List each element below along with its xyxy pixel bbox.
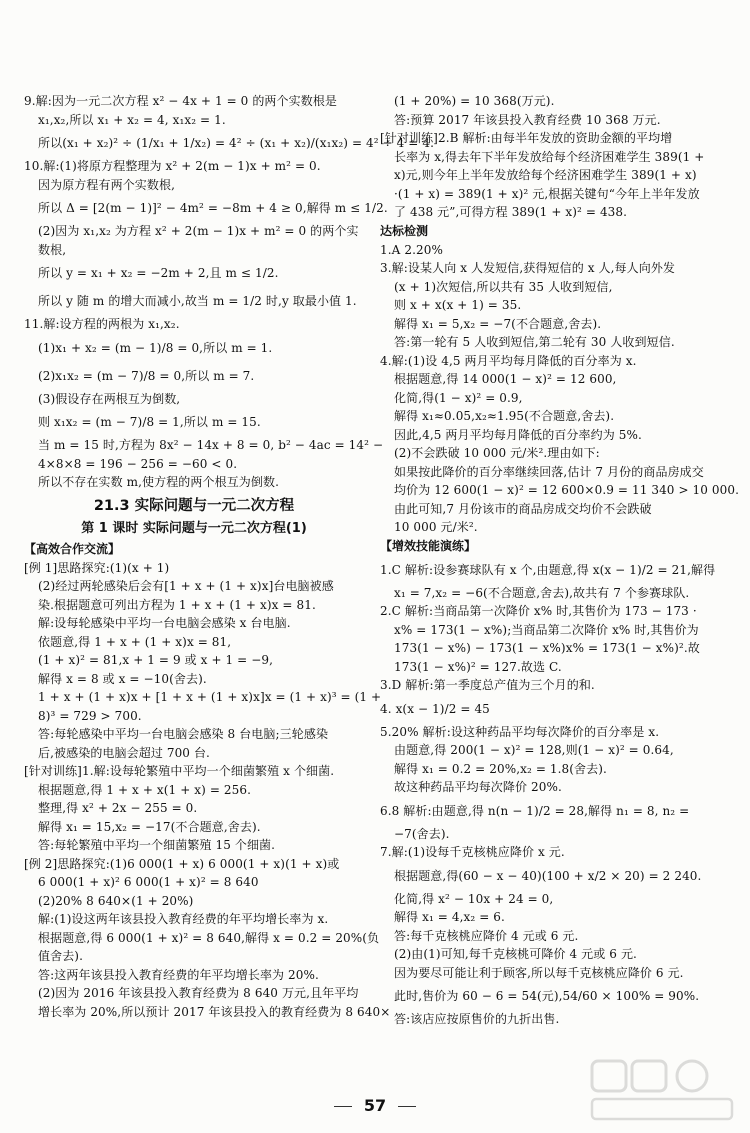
text-line: 所以 Δ = [2(m − 1)]² − 4m² = −8m + 4 ≥ 0,解得 m ≤ 1/2. [38, 201, 388, 215]
text-line: 后,被感染的电脑会超过 700 台. [38, 745, 210, 760]
text-line: 因为原方程有两个实数根, [38, 177, 176, 192]
text-line: 4.解:(1)设 4,5 两月平均每月降低的百分率为 x. [380, 353, 637, 368]
section-heading: 【高效合作交流】 [24, 541, 121, 556]
text-line: 3.解:设某人向 x 人发短信,获得短信的 x 人,每人向外发 [380, 261, 676, 275]
page-number: 57 [363, 1096, 387, 1115]
text-line: (3)假设存在两根互为倒数, [38, 391, 181, 406]
text-line: [例 1]思路探究:(1)(x + 1) [24, 560, 170, 575]
text-line: 答:每轮繁殖中平均一个细菌繁殖 15 个细菌. [38, 838, 276, 852]
section-heading: 第 1 课时 实际问题与一元二次方程(1) [81, 520, 307, 536]
text-line: (1 + 20%) = 10 368(万元). [394, 94, 555, 108]
text-line: 长率为 x,得去年下半年发放给每个经济困难学生 389(1 + [394, 149, 705, 164]
text-line: 6 000(1 + x)² 6 000(1 + x)² = 8 640 [38, 875, 259, 889]
text-line: 10 000 元/米². [394, 520, 478, 534]
text-line: [例 2]思路探究:(1)6 000(1 + x) 6 000(1 + x)(1 + x)或 [24, 856, 340, 871]
text-line: 4. x(x − 1)/2 = 45 [380, 701, 490, 716]
text-line: 值舍去). [38, 949, 83, 963]
text-line: 11.解:设方程的两根为 x₁,x₂. [24, 317, 180, 331]
watermark-logo [588, 1055, 738, 1125]
text-line: 173(1 − x%) − 173(1 − x%)x% = 173(1 − x%)².故 [394, 641, 700, 655]
text-line: 了 438 元”,可得方程 389(1 + x)² = 438. [394, 205, 628, 219]
text-line: x₁ = 7,x₂ = −6(不合题意,舍去),故共有 7 个参赛球队. [394, 585, 690, 600]
text-line: 2.C 解析:当商品第一次降价 x% 时,其售价为 173 − 173 · [380, 604, 697, 618]
text-line: 数根, [38, 242, 67, 257]
text-line: 4×8×8 = 196 − 256 = −60 < 0. [38, 456, 238, 471]
text-line: 解得 x₁≈0.05,x₂≈1.95(不合题意,舍去). [394, 409, 615, 423]
text-line: 9.解:因为一元二次方程 x² − 4x + 1 = 0 的两个实数根是 [24, 94, 338, 108]
text-line: 7.解:(1)设每千克核桃应降价 x 元. [380, 845, 565, 859]
text-line: 所以 y 随 m 的增大而减小,故当 m = 1/2 时,y 取最小值 1. [38, 294, 357, 308]
footer-dash-right [398, 1106, 416, 1107]
text-line: (x + 1)次短信,所以共有 35 人收到短信, [394, 279, 613, 294]
text-line: 10.解:(1)将原方程整理为 x² + 2(m − 1)x + m² = 0. [24, 159, 321, 173]
text-line: 当 m = 15 时,方程为 8x² − 14x + 8 = 0, b² − 4ac = 14² − [38, 438, 384, 452]
text-line: (2)不会跌破 10 000 元/米².理由如下: [394, 446, 600, 460]
text-line: 整理,得 x² + 2x − 255 = 0. [38, 801, 198, 815]
text-line: 则 x + x(x + 1) = 35. [394, 298, 522, 312]
text-line: 解得 x₁ = 0.2 = 20%,x₂ = 1.8(舍去). [394, 761, 607, 776]
text-line: 依题意,得 1 + x + (1 + x)x = 81, [38, 634, 232, 649]
text-line: 则 x₁x₂ = (m − 7)/8 = 1,所以 m = 15. [38, 415, 261, 429]
text-line: 答:预算 2017 年该县投入教育经费 10 368 万元. [394, 112, 661, 127]
text-line: 所以 y = x₁ + x₂ = −2m + 2,且 m ≤ 1/2. [38, 266, 279, 280]
text-line: 故这种药品平均每次降价 20%. [394, 780, 562, 794]
text-line: 173(1 − x%)² = 127.故选 C. [394, 659, 562, 674]
text-line: 所以不存在实数 m,使方程的两个根互为倒数. [38, 475, 280, 489]
text-line: 3.D 解析:第一季度总产值为三个月的和. [380, 678, 595, 692]
text-line: 解得 x = 8 或 x = −10(舍去). [38, 671, 207, 686]
section-heading: 【增效技能演练】 [380, 538, 477, 553]
text-line: −7(舍去). [394, 826, 450, 841]
right-column [380, 92, 740, 1029]
footer-dash-left [334, 1106, 352, 1107]
text-line: 1.C 解析:设参赛球队有 x 个,由题意,得 x(x − 1)/2 = 21,解得 [380, 562, 716, 577]
text-line: 答:该店应按原售价的九折出售. [394, 1012, 560, 1026]
text-line: 8)³ = 729 > 700. [38, 708, 142, 723]
text-line: 1.A 2.20% [380, 242, 443, 257]
text-line: (2)经过两轮感染后会有[1 + x + (1 + x)x]台电脑被感 [38, 579, 334, 593]
text-line: 化简,得 x² − 10x + 24 = 0, [394, 891, 554, 906]
text-line: (2)x₁x₂ = (m − 7)/8 = 0,所以 m = 7. [38, 368, 255, 383]
text-line: 所以(x₁ + x₂)² ÷ (1/x₁ + 1/x₂) = 4² ÷ (x₁ + x₂)/(x₁x₂) = 4² ÷ 4 = 4. [38, 136, 435, 150]
section-heading: 达标检测 [380, 223, 429, 238]
text-line: 解得 x₁ = 5,x₂ = −7(不合题意,舍去). [394, 316, 602, 331]
text-line: 根据题意,得(60 − x − 40)(100 + x/2 × 20) = 2 240. [394, 868, 702, 883]
text-line: 答:每千克核桃应降价 4 元或 6 元. [394, 928, 579, 943]
text-line: 由题意,得 200(1 − x)² = 128,则(1 − x)² = 0.64, [394, 743, 674, 757]
text-line: 根据题意,得 14 000(1 − x)² = 12 600, [394, 372, 617, 386]
text-line: 根据题意,得 6 000(1 + x)² = 8 640,解得 x = 0.2 = 20%(负 [38, 930, 380, 945]
text-line: 解:设每轮感染中平均一台电脑会感染 x 台电脑. [38, 616, 291, 630]
text-line: (1 + x)² = 81,x + 1 = 9 或 x + 1 = −9, [38, 653, 274, 667]
text-line: 因此,4,5 两月平均每月降低的百分率约为 5%. [394, 427, 642, 442]
text-line: 因为要尽可能让利于顾客,所以每千克核桃应降价 6 元. [394, 965, 684, 980]
text-line: [针对训练]1.解:设每轮繁殖中平均一个细菌繁殖 x 个细菌. [24, 764, 335, 778]
text-line: [针对训练]2.B 解析:由每半年发放的资助金额的平均增 [380, 131, 673, 145]
text-line: (2)由(1)可知,每千克核桃可降价 4 元或 6 元. [394, 947, 637, 961]
text-line: 由此可知,7 月份该市的商品房成交均价不会跌破 [394, 501, 652, 516]
text-line: 如果按此降价的百分率继续回落,估计 7 月份的商品房成交 [394, 464, 704, 479]
text-line: (2)20% 8 640×(1 + 20%) [38, 893, 194, 908]
text-line: ·(1 + x) = 389(1 + x)² 元,根据关键句“今年上半年发放 [394, 186, 700, 201]
text-line: 1 + x + (1 + x)x + [1 + x + (1 + x)x]x = (1 + x)³ = (1 + [38, 690, 382, 704]
text-line: 解:(1)设这两年该县投入教育经费的年平均增长率为 x. [38, 912, 329, 926]
text-line: 6.8 解析:由题意,得 n(n − 1)/2 = 28,解得 n₁ = 8, n₂ = [380, 803, 690, 818]
text-line: 答:每轮感染中平均一台电脑会感染 8 台电脑;三轮感染 [38, 727, 329, 741]
text-line: (2)因为 2016 年该县投入教育经费为 8 640 万元,且年平均 [38, 986, 359, 1000]
text-line: (1)x₁ + x₂ = (m − 1)/8 = 0,所以 m = 1. [38, 340, 273, 355]
text-line: 根据题意,得 1 + x + x(1 + x) = 256. [38, 782, 252, 797]
text-line: 此时,售价为 60 − 6 = 54(元),54/60 × 100% = 90%. [394, 989, 700, 1003]
text-line: (2)因为 x₁,x₂ 为方程 x² + 2(m − 1)x + m² = 0 的两个实 [38, 224, 359, 238]
text-line: 答:第一轮有 5 人收到短信,第二轮有 30 人收到短信. [394, 335, 675, 349]
text-line: x% = 173(1 − x%);当商品第二次降价 x% 时,其售价为 [394, 622, 699, 637]
text-line: 增长率为 20%,所以预计 2017 年该县投入的教育经费为 8 640× [38, 1004, 391, 1019]
text-line: 答:这两年该县投入教育经费的年平均增长率为 20%. [38, 967, 319, 982]
section-heading: 21.3 实际问题与一元二次方程 [93, 497, 295, 514]
text-line: 化简,得(1 − x)² = 0.9, [394, 390, 523, 405]
text-line: 染.根据题意可列出方程为 1 + x + (1 + x)x = 81. [38, 597, 316, 612]
text-line: 解得 x₁ = 4,x₂ = 6. [394, 910, 505, 924]
text-line: x₁,x₂,所以 x₁ + x₂ = 4, x₁x₂ = 1. [38, 112, 226, 127]
text-line: x)元,则今年上半年发放给每个经济困难学生 389(1 + x) [394, 168, 697, 182]
text-line: 5.20% 解析:设这种药品平均每次降价的百分率是 x. [380, 724, 660, 739]
text-line: 均价为 12 600(1 − x)² = 12 600×0.9 = 11 340 > 10 000. [394, 483, 740, 497]
text-line: 解得 x₁ = 15,x₂ = −17(不合题意,舍去). [38, 819, 261, 834]
